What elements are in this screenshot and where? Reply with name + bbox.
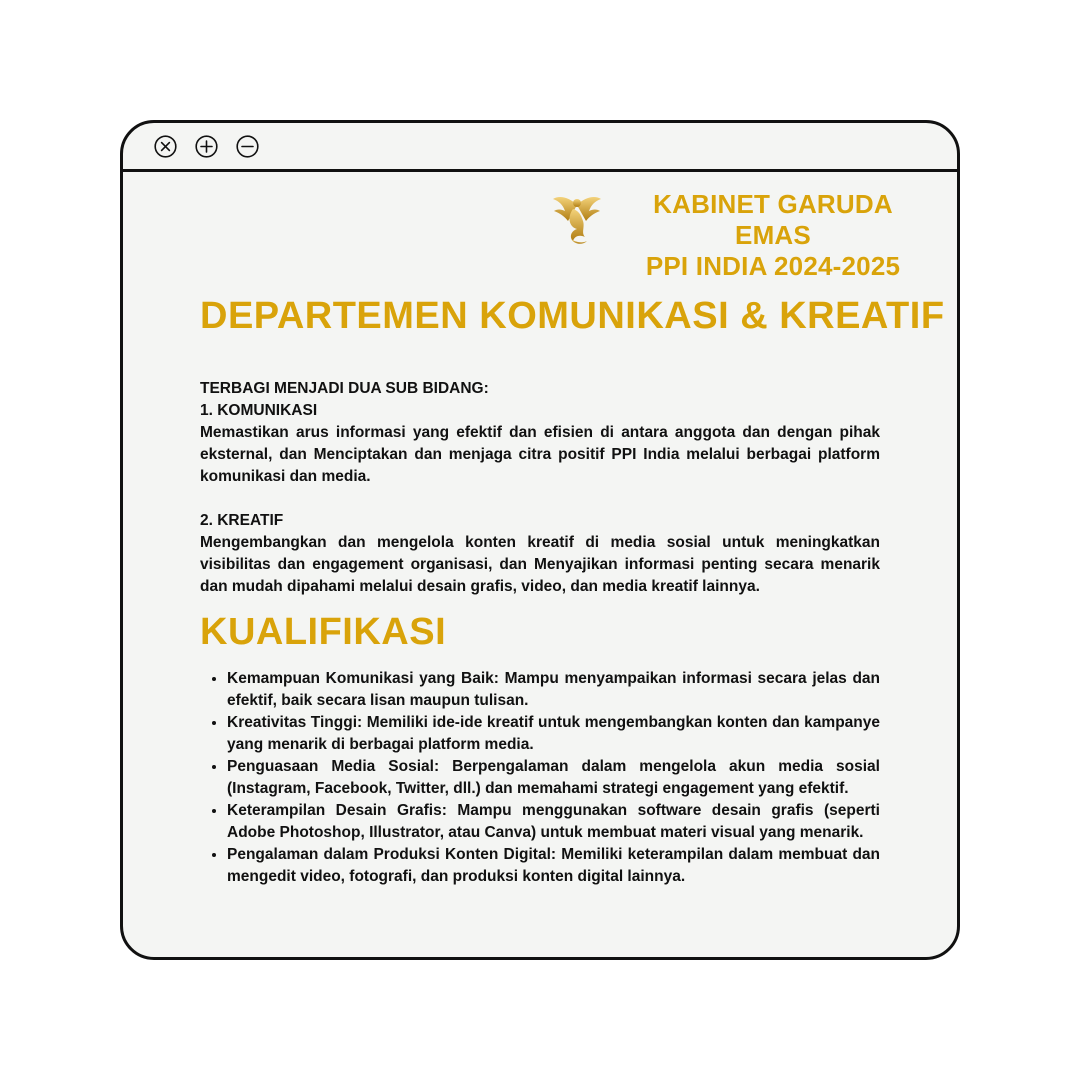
brand-title	[613, 189, 933, 282]
qualifications-title: KUALIFIKASI	[200, 611, 447, 653]
list-item: • Keterampilan Desain Grafis: Mampu menggunakan software desain grafis (seperti Adobe Photoshop, Illustrator, atau Canva) untuk membuat materi visual yang menarik.	[227, 800, 880, 844]
qualifications-list	[200, 668, 880, 888]
sub2-description: Mengembangkan dan mengelola konten kreatif di media sosial untuk meningkatkan visibilitas dan engagement organisasi, dan Menyajikan informasi penting secara menarik dan mudah dipahami melalui desain grafis, video, dan media kreatif lainnya.	[200, 534, 880, 595]
minus-icon[interactable]	[236, 135, 259, 158]
kreatif-section	[200, 510, 880, 598]
sub1-title: 1. KOMUNIKASI	[200, 402, 318, 419]
sub1-description: Memastikan arus informasi yang efektif dan efisien di antara anggota dan dengan pihak eksternal, dan Menciptakan dan menjaga citra positif PPI India melalui berbagai platform komunikasi dan media.	[200, 424, 880, 485]
intro-text: TERBAGI MENJADI DUA SUB BIDANG:	[200, 380, 489, 397]
window-titlebar	[123, 123, 957, 172]
list-item: • Penguasaan Media Sosial: Berpengalaman dalam mengelola akun media sosial (Instagram, Facebook, Twitter, dll.) dan memahami strategi engagement yang efektif.	[227, 756, 880, 800]
list-item: • Kreativitas Tinggi: Memiliki ide-ide kreatif untuk mengembangkan konten dan kampanye yang menarik di berbagai platform media.	[227, 712, 880, 756]
app-window	[120, 120, 960, 960]
brand-line-2: PPI INDIA 2024-2025	[645, 251, 901, 281]
close-icon[interactable]	[154, 135, 177, 158]
sub2-title: 2. KREATIF	[200, 512, 284, 529]
department-intro-section	[200, 378, 880, 488]
brand-header	[551, 189, 931, 281]
list-item: • Kemampuan Komunikasi yang Baik: Mampu menyampaikan informasi secara jelas dan efektif, baik secara lisan maupun tulisan.	[227, 668, 880, 712]
department-title: DEPARTEMEN KOMUNIKASI & KREATIF	[200, 295, 945, 337]
list-item: • Pengalaman dalam Produksi Konten Digital: Memiliki keterampilan dalam membuat dan mengedit video, fotografi, dan produksi konten digital lainnya.	[227, 844, 880, 888]
plus-icon[interactable]	[195, 135, 218, 158]
brand-line-1: KABINET GARUDA EMAS	[653, 189, 893, 250]
garuda-logo-icon	[551, 191, 603, 247]
